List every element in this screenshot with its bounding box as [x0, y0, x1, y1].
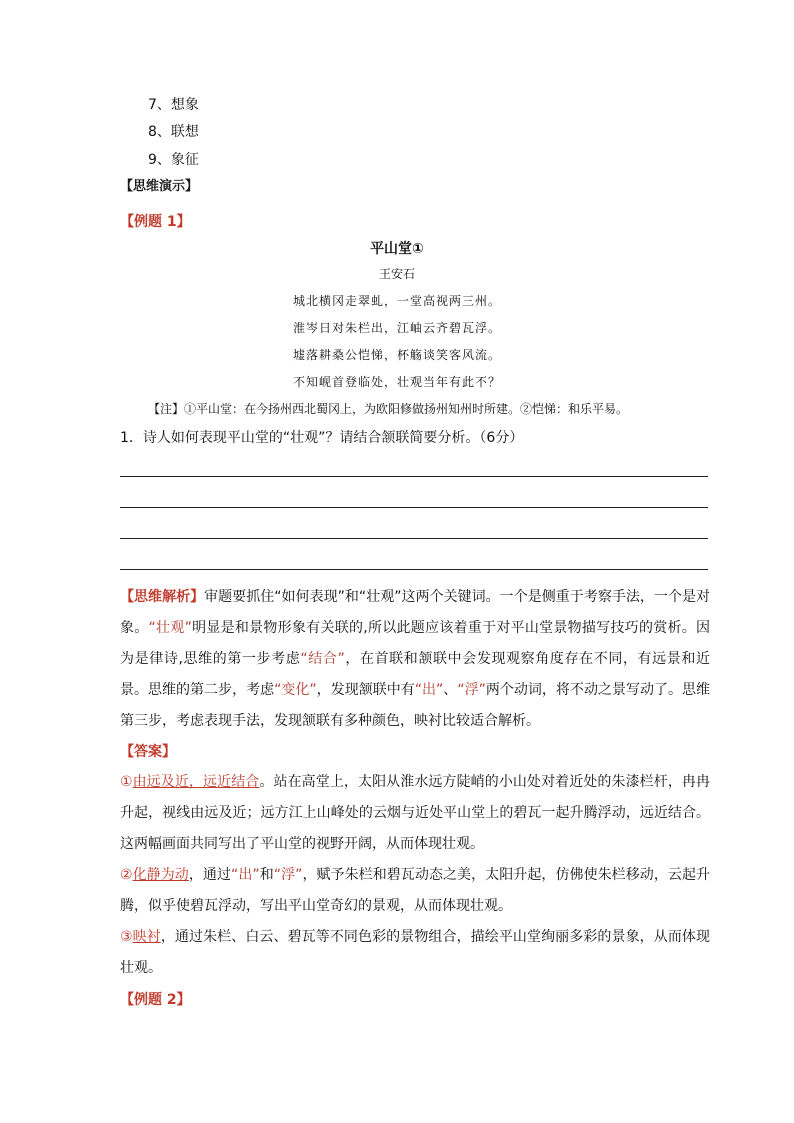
analysis-text: 审题要抓住“如何表现”和“壮观”这两个关键词。一个是侧重于考察手法，一个是对象。: [120, 589, 710, 636]
analysis-paragraph: [120, 582, 710, 737]
question-1: 1．诗人如何表现平山堂的“壮观”？请结合颔联简要分析。（6分）: [120, 430, 524, 446]
poem-line: 城北横冈走翠虬，一堂高视两三州。: [292, 294, 501, 308]
answer-number: ①: [120, 774, 133, 790]
answer-key-phrase: 化静为动: [132, 867, 189, 883]
analysis-label: 【思维解析】: [120, 589, 205, 605]
answer-text: ，通过朱栏、白云、碧瓦等不同色彩的景物组合，描绘平山堂绚丽多彩的景象，从而体现壮观。: [120, 929, 710, 976]
analysis-text: 两个动词，将不动之景写动了。思维第三步，考虑表现手法，发现颔联有多种颜色，映衬比较适合解析。: [120, 682, 711, 729]
list-item: [148, 150, 199, 170]
poem-title: 平山堂①: [370, 241, 424, 257]
answer-blank-line: [120, 507, 708, 508]
highlight-term: “出”: [231, 867, 260, 883]
answer-paragraph-1: [120, 767, 710, 860]
answer-text: 和: [259, 867, 274, 883]
answer-number: ②: [120, 867, 133, 883]
poem-line: 淮岑日对朱栏出，江岫云齐碧瓦浮。: [292, 321, 501, 335]
example-1-label: 【例题 1】: [120, 214, 191, 230]
poem-line: 墟落耕桑公恺悌，杯觞谈笑客风流。: [292, 348, 501, 362]
answer-blank-line: [120, 569, 708, 570]
answer-text: ，通过: [188, 867, 232, 883]
analysis-text: 、: [443, 682, 458, 698]
answer-number: ③: [120, 929, 133, 945]
list-number: 9、: [148, 152, 171, 168]
highlight-term: “浮”: [273, 867, 303, 883]
highlight-term: “变化”: [274, 682, 317, 698]
answer-text: ，赋予朱栏和碧瓦动态之美，太阳升起，仿佛使朱栏移动，云起升腾，似乎使碧瓦浮动，写出平山堂奇幻的景观，从而体现壮观。: [120, 867, 711, 914]
analysis-text: 明显是和景物形象有关联的,所以此题应该着重于对平山堂景物描写技巧的赏析。因为是律诗,思维的第一步考虑: [120, 620, 710, 667]
answer-key-phrase: 由远及近，远近结合: [132, 774, 260, 790]
highlight-term: “壮观”: [148, 620, 192, 636]
poem-author: 王安石: [378, 267, 415, 281]
highlight-term: “浮”: [457, 682, 486, 698]
answer-blank-line: [120, 538, 708, 539]
answer-label: 【答案】: [120, 744, 176, 760]
answer-paragraph-3: [120, 922, 710, 984]
list-text: 联想: [170, 124, 199, 140]
poem-line: 不知岘首登临处，壮观当年有此不？: [292, 375, 501, 389]
list-text: 想象: [170, 97, 199, 113]
highlight-term: “结合”: [300, 651, 345, 667]
list-number: 7、: [148, 97, 171, 113]
section-header: 【思维演示】: [120, 179, 199, 194]
answer-blank-line: [120, 476, 708, 477]
list-item: [148, 95, 199, 115]
highlight-term: “出”: [414, 682, 444, 698]
answer-text: 。站在高堂上，太阳从淮水远方陡峭的小山处对着近处的朱漆栏杆，冉冉升起，视线由远及近；远方江上山峰处的云烟与近处平山堂上的碧瓦一起升腾浮动，远近结合。这两幅画面共同写出了平山堂的视野开阔，从而体现壮观。: [120, 774, 711, 852]
list-number: 8、: [148, 124, 171, 140]
poem-note: 【注】①平山堂：在今扬州西北蜀冈上，为欧阳修做扬州知州时所建。②恺悌：和乐平易。: [148, 402, 629, 416]
list-text: 象征: [170, 152, 199, 168]
list-item: [148, 122, 199, 142]
analysis-text: ，发现颔联中有: [316, 682, 415, 698]
analysis-text: ，在首联和颔联中会发现观察角度存在不同，有远景和近景。思维的第二步，考虑: [120, 651, 710, 698]
answer-paragraph-2: [120, 860, 710, 922]
answer-key-phrase: 映衬: [132, 929, 161, 945]
example-2-label: 【例题 2】: [120, 992, 191, 1008]
